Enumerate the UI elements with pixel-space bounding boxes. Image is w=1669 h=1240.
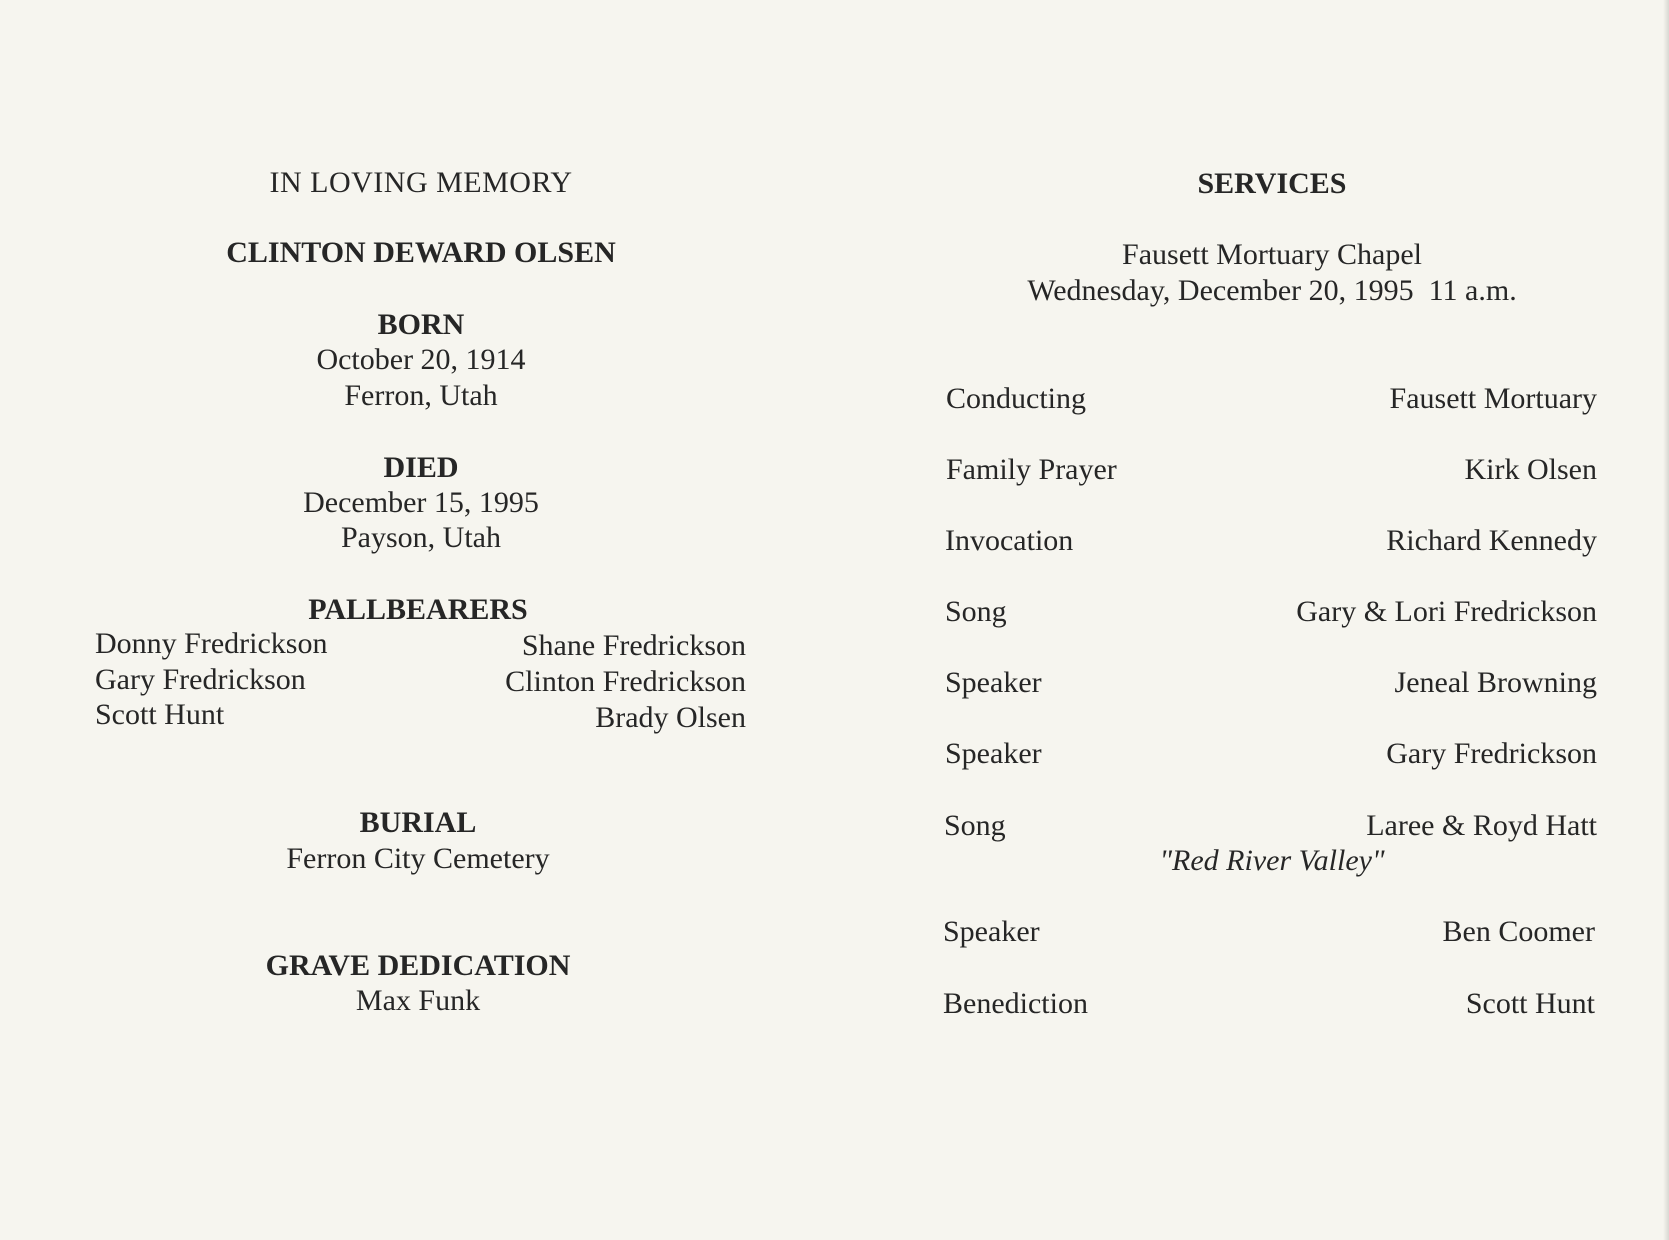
pallbearer-name: Clinton Fredrickson: [505, 665, 746, 698]
pallbearer-name: Gary Fredrickson: [95, 663, 306, 696]
paper-edge-shadow: [1663, 0, 1669, 1240]
program-person: Kirk Olsen: [1464, 453, 1597, 486]
services-heading: SERVICES: [1197, 167, 1347, 200]
program-person: Gary Fredrickson: [1386, 737, 1597, 770]
died-place: Payson, Utah: [341, 521, 501, 554]
pallbearer-name: Shane Fredrickson: [521, 629, 746, 662]
program-person: Fausett Mortuary: [1389, 382, 1597, 415]
died-date: December 15, 1995: [303, 486, 539, 519]
died-label: DIED: [383, 451, 459, 484]
program-role: Speaker: [945, 737, 1042, 770]
grave-dedication-name: Max Funk: [355, 984, 481, 1017]
burial-place: Ferron City Cemetery: [286, 842, 550, 875]
program-person: Richard Kennedy: [1386, 524, 1597, 557]
program-role: Speaker: [945, 666, 1042, 699]
deceased-name: CLINTON DEWARD OLSEN: [226, 236, 616, 269]
program-role: Family Prayer: [946, 453, 1117, 486]
program-role: Speaker: [943, 915, 1040, 948]
pallbearer-name: Scott Hunt: [95, 698, 225, 731]
born-date: October 20, 1914: [316, 343, 526, 376]
program-person: Scott Hunt: [1465, 987, 1595, 1020]
born-place: Ferron, Utah: [344, 379, 498, 412]
burial-label: BURIAL: [359, 806, 477, 839]
service-datetime: Wednesday, December 20, 1995 11 a.m.: [1027, 274, 1517, 307]
grave-dedication-label: GRAVE DEDICATION: [265, 949, 571, 982]
program-person: Ben Coomer: [1442, 915, 1595, 948]
program-person: Gary & Lori Fredrickson: [1296, 595, 1597, 628]
program-role: Conducting: [946, 382, 1086, 415]
service-location: Fausett Mortuary Chapel: [1122, 238, 1422, 271]
program-role: Song: [945, 595, 1007, 628]
born-label: BORN: [377, 308, 465, 341]
program-person: Jeneal Browning: [1394, 666, 1597, 699]
pallbearers-label: PALLBEARERS: [308, 593, 528, 626]
program-role: Song: [944, 809, 1006, 842]
in-loving-memory-heading: IN LOVING MEMORY: [269, 166, 573, 199]
pallbearer-name: Donny Fredrickson: [95, 627, 328, 660]
program-role: Invocation: [945, 524, 1074, 557]
program-person: Laree & Royd Hatt: [1366, 809, 1597, 842]
pallbearer-name: Brady Olsen: [595, 701, 746, 734]
program-role: Benediction: [943, 987, 1088, 1020]
song-title: "Red River Valley": [1159, 844, 1385, 877]
